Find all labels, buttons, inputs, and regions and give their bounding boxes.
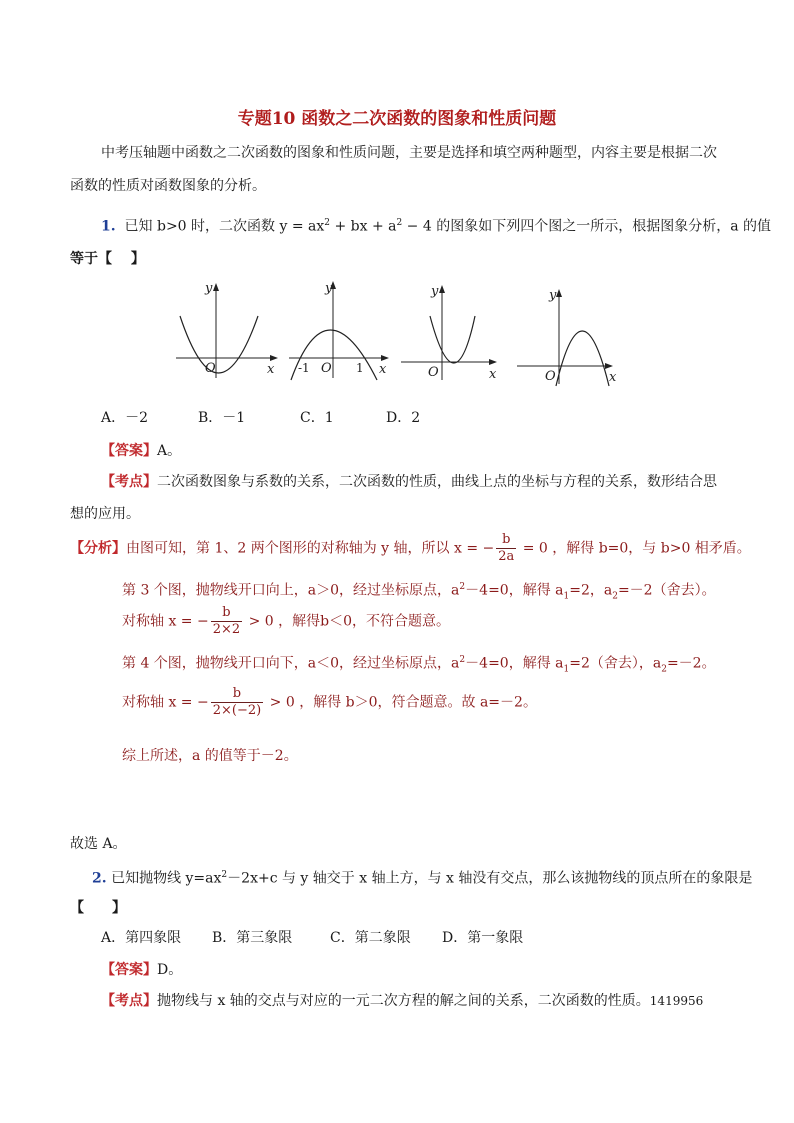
fx1-fraction: [496, 532, 516, 565]
q1-stem-line2: 等于【 】: [70, 251, 145, 267]
fx3-numerator: b: [211, 605, 242, 622]
intro-line-2: 函数的性质对函数图象的分析。: [70, 178, 266, 194]
q1-choice-d: D．2: [386, 410, 421, 426]
fx3-text-b: > 0 ，解得b＜0，不符合题意。: [244, 613, 451, 630]
q2-stem-line2: 【 】: [70, 900, 126, 916]
q2-code: 1419956: [649, 994, 704, 1008]
fx2-sub2: 2: [612, 591, 618, 602]
fx4-sub2: 2: [661, 664, 667, 675]
fx2-sup: 2: [459, 582, 466, 592]
graph4-y-label: y: [549, 288, 557, 303]
fx5-text-b: > 0 ，解得 b＞0，符合题意。故 a=－2。: [265, 694, 537, 711]
q1-fenxi-line1: [70, 532, 751, 565]
q1-graph-4: [513, 280, 625, 385]
fx2-text-a: 第 3 个图，抛物线开口向上，a＞0，经过坐标原点，a: [122, 582, 460, 599]
q2-answer-tag: 【答案】: [101, 962, 157, 978]
graph3-y-label: y: [431, 284, 439, 299]
q1-answer-value: A。: [157, 443, 182, 459]
q2-choice-d: D．第一象限: [442, 930, 524, 946]
graph2-tick-neg-one: -1: [298, 361, 310, 375]
q2-stem-a: 已知抛物线 y=ax: [111, 870, 222, 887]
q1-stem-b: + bx + a: [330, 218, 397, 235]
fx2-text-d: =－2（舍去）。: [617, 582, 716, 599]
fx5-fraction: [211, 686, 263, 719]
q1-graph-3: [397, 280, 509, 385]
q2-kaodian-text: 抛物线与 x 轴的交点与对应的一元二次方程的解之间的关系，二次函数的性质。: [157, 993, 650, 1009]
fx3-denominator: 2×2: [212, 622, 241, 637]
q1-kaodian: [101, 472, 717, 492]
graph2-x-label: x: [379, 362, 387, 377]
q1-fenxi-line3: [122, 605, 450, 638]
fx3-fraction: [211, 605, 242, 638]
fx1-text-a: 由图可知，第 1、2 两个图形的对称轴为 y 轴，所以 x = −: [126, 540, 495, 557]
fx2-text-c: =2，a: [569, 582, 613, 599]
q1-fenxi-line4: [122, 650, 716, 679]
graph1-origin: O: [205, 361, 216, 376]
graph1-x-label: x: [267, 362, 275, 377]
q1-fenxi-tag: 【分析】: [70, 540, 126, 557]
q2-answer-value: D。: [157, 962, 183, 978]
q2-choice-a: A．第四象限: [101, 930, 182, 946]
q1-stem-a: 已知 b>0 时，二次函数 y = ax: [124, 218, 325, 235]
graph2-tick-one: 1: [356, 361, 364, 375]
q1-choice-a: A．－2: [101, 410, 149, 426]
fx1-text-b: = 0 ，解得 b=0，与 b>0 相矛盾。: [518, 540, 751, 557]
fx4-sup: 2: [459, 655, 466, 665]
graph3-origin: O: [428, 365, 439, 380]
page-title: 专题10 函数之二次函数的图象和性质问题: [237, 109, 557, 129]
q1-number: 1.: [101, 218, 116, 235]
q2-choice-c: C．第二象限: [330, 930, 411, 946]
fx5-numerator: b: [211, 686, 263, 703]
q2-stem-sup: 2: [221, 870, 228, 880]
q1-stem-sup1: 2: [324, 218, 330, 228]
intro-line-1: 中考压轴题中函数之二次函数的图象和性质问题，主要是选择和填空两种题型，内容主要是根据二次: [101, 145, 717, 161]
fx4-text-c: =2（舍去），a: [569, 655, 662, 672]
q2-stem: [92, 865, 752, 889]
graph4-origin: O: [545, 369, 556, 384]
q1-guxuan: 故选 A。: [70, 836, 127, 852]
q1-stem: [101, 213, 771, 237]
graph2-y-label: y: [325, 281, 333, 296]
fx4-sub1: 1: [563, 664, 570, 675]
graph3-x-label: x: [489, 367, 497, 382]
q1-graph-2: [285, 280, 397, 385]
fx1-numerator: b: [496, 532, 516, 549]
q1-kaodian-line1: 二次函数图象与系数的关系，二次函数的性质，曲线上点的坐标与方程的关系，数形结合思: [157, 474, 717, 490]
q1-kaodian-line2: 想的应用。: [70, 506, 140, 522]
fx2-sub1: 1: [563, 591, 570, 602]
q2-kaodian: [101, 991, 703, 1011]
fx5-text-a: 对称轴 x = −: [122, 694, 209, 711]
fx4-text-b: －4=0，解得 a: [465, 655, 564, 672]
fx5-denominator: 2×(−2): [212, 703, 262, 718]
fx4-text-d: =－2。: [666, 655, 716, 672]
q1-stem-c: − 4 的图象如下列四个图之一所示，根据图象分析，a 的值: [402, 218, 771, 235]
q1-kaodian-tag: 【考点】: [101, 474, 157, 490]
q1-answer: [101, 441, 181, 461]
q1-choice-c: C．1: [300, 410, 334, 426]
q2-choice-b: B．第三象限: [212, 930, 293, 946]
q2-number: 2.: [92, 870, 107, 887]
graph1-y-label: y: [205, 281, 213, 296]
q2-kaodian-tag: 【考点】: [101, 993, 157, 1009]
q2-stem-b: －2x+c 与 y 轴交于 x 轴上方，与 x 轴没有交点，那么该抛物线的顶点所在的象限是: [227, 870, 753, 887]
fx3-text-a: 对称轴 x = −: [122, 613, 209, 630]
fx1-denominator: 2a: [498, 549, 515, 564]
fx4-text-a: 第 4 个图，抛物线开口向下，a＜0，经过坐标原点，a: [122, 655, 460, 672]
graph2-origin: O: [321, 361, 332, 376]
q1-graph-1: [170, 280, 282, 385]
q2-answer: [101, 960, 182, 980]
q1-fenxi-line2: [122, 577, 716, 606]
q1-stem-sup2: 2: [396, 218, 403, 228]
graph4-x-label: x: [609, 370, 617, 385]
q1-answer-tag: 【答案】: [101, 443, 157, 459]
q1-fenxi-line5: [122, 686, 537, 719]
fx2-text-b: －4=0，解得 a: [465, 582, 564, 599]
q1-fenxi-line6: 综上所述，a 的值等于－2。: [122, 748, 298, 764]
q1-choice-b: B．－1: [198, 410, 246, 426]
